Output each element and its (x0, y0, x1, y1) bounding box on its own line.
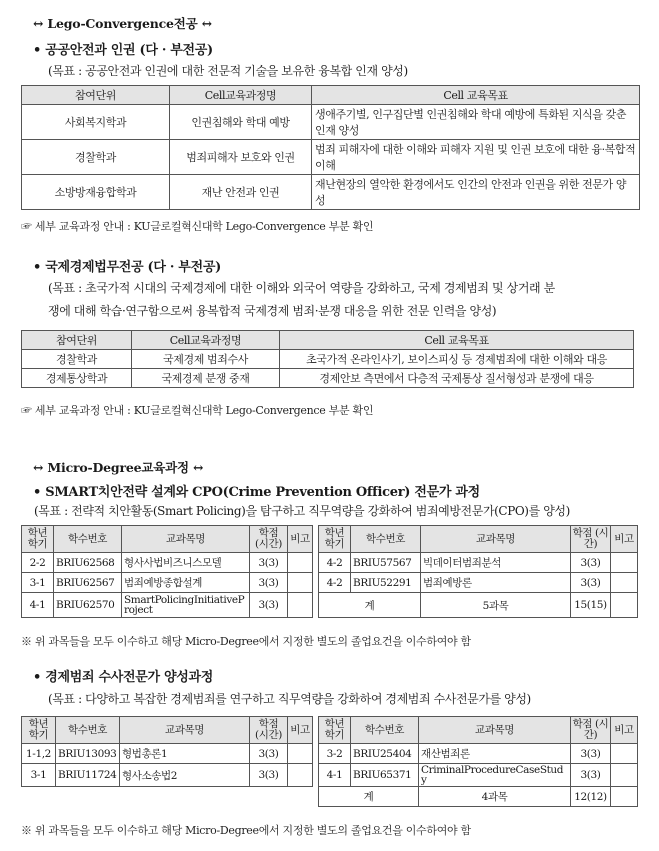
major-title-intl-econ: • 국제경제법무전공 (다 · 부전공) (33, 260, 221, 275)
cell-code: BRIU62570 (54, 593, 122, 618)
micro-table-2-right (318, 716, 638, 807)
col-header-remark: 비고 (288, 526, 313, 553)
cell-remark (288, 764, 313, 787)
cell-unit: 사회복지학과 (22, 105, 170, 140)
cell-remark (288, 593, 313, 618)
major-goal-intl-econ-line1: (목표 : 초국가적 시대의 국제경제에 대한 이해와 외국어 역량을 강화하고, 국제 경제범죄 및 상거래 분 (48, 281, 555, 295)
cell-unit: 소방방재융합학과 (22, 175, 170, 210)
cell-name: CriminalProcedureCaseStudy (419, 764, 571, 787)
table-row (319, 764, 638, 787)
cell-course: 범죄피해자 보호와 인권 (170, 140, 312, 175)
col-header-code: 학수번호 (351, 717, 419, 744)
table-row (22, 573, 313, 593)
cell-term: 4-1 (319, 764, 351, 787)
lego-table-public-safety (21, 85, 640, 210)
cell-course: 재난 안전과 인권 (170, 175, 312, 210)
table-row (22, 369, 634, 388)
micro-table-1-left (21, 525, 313, 618)
cell-goal: 초국가적 온라인사기, 보이스피싱 등 경제범죄에 대한 이해와 대응 (280, 350, 634, 369)
col-header-term: 학년 학기 (319, 526, 351, 553)
cell-credit: 3(3) (250, 764, 288, 787)
col-header-term: 학년 학기 (319, 717, 351, 744)
cell-credit: 3(3) (250, 593, 288, 618)
major-goal-public-safety: (목표 : 공공안전과 인권에 대한 전문적 기술을 보유한 융복합 인재 양성) (48, 64, 408, 78)
cell-unit: 경제통상학과 (22, 369, 132, 388)
table-row (22, 350, 634, 369)
cell-name: 범죄예방종합설계 (122, 573, 250, 593)
cell-credit: 3(3) (571, 764, 611, 787)
cell-name: 형사소송법2 (120, 764, 250, 787)
cell-term: 3-1 (22, 573, 54, 593)
cell-code: BRIU62567 (54, 573, 122, 593)
col-header-name: 교과목명 (419, 717, 571, 744)
col-header-remark: 비고 (611, 717, 638, 744)
col-header-unit: 참여단위 (22, 86, 170, 105)
col-header-name: 교과목명 (120, 717, 250, 744)
cell-total-credit: 12(12) (571, 787, 611, 807)
cell-remark (288, 553, 313, 573)
lego-table-intl-econ (21, 330, 634, 388)
col-header-remark: 비고 (288, 717, 313, 744)
table-row (319, 744, 638, 764)
cell-course: 인권침해와 학대 예방 (170, 105, 312, 140)
table-row (22, 175, 640, 210)
cell-name: 재산범죄론 (419, 744, 571, 764)
cell-course: 국제경제 범죄수사 (132, 350, 280, 369)
cell-remark (288, 573, 313, 593)
cell-goal: 경제안보 측면에서 다층적 국제통상 질서형성과 분쟁에 대응 (280, 369, 634, 388)
cell-term: 1-1,2 (22, 744, 56, 764)
table-row (319, 573, 638, 593)
cell-remark (288, 744, 313, 764)
cell-course: 국제경제 분쟁 중재 (132, 369, 280, 388)
cell-code: BRIU57567 (351, 553, 421, 573)
cell-code: BRIU13093 (56, 744, 120, 764)
cell-unit: 경찰학과 (22, 140, 170, 175)
micro-table-1-right (318, 525, 638, 618)
col-header-code: 학수번호 (56, 717, 120, 744)
micro-table-2-left (21, 716, 313, 787)
cell-term: 2-2 (22, 553, 54, 573)
cell-goal: 생애주기별, 인구집단별 인권침해와 학대 예방에 특화된 지식을 갖춘 인재 양성 (312, 105, 640, 140)
cell-term: 4-2 (319, 573, 351, 593)
col-header-cell-course: Cell교육과정명 (132, 331, 280, 350)
table-row (22, 140, 640, 175)
table-row (22, 593, 313, 618)
cell-term: 3-1 (22, 764, 56, 787)
col-header-cell-goal: Cell 교육목표 (312, 86, 640, 105)
major-goal-intl-econ-line2: 쟁에 대해 학습·연구함으로써 융복합적 국제경제 범죄·분쟁 대응을 위한 전문 인력을 양성) (48, 304, 497, 318)
cell-name: 빅데이터범죄분석 (421, 553, 571, 573)
col-header-term: 학년 학기 (22, 526, 54, 553)
cell-remark (611, 764, 638, 787)
cell-name: 형사사법비즈니스모델 (122, 553, 250, 573)
cell-term: 3-2 (319, 744, 351, 764)
table-row (22, 764, 313, 787)
cell-credit: 3(3) (250, 553, 288, 573)
cell-goal: 재난현장의 열악한 환경에서도 인간의 안전과 인권을 위한 전문가 양성 (312, 175, 640, 210)
table-row (22, 744, 313, 764)
col-header-code: 학수번호 (351, 526, 421, 553)
col-header-credit: 학점 (시간) (571, 717, 611, 744)
major-title-public-safety: • 공공안전과 인권 (다 · 부전공) (33, 43, 213, 58)
cell-name: 형법총론1 (120, 744, 250, 764)
cell-remark (611, 787, 638, 807)
cell-credit: 3(3) (250, 744, 288, 764)
micro-note-2: ※ 위 과목들을 모두 이수하고 해당 Micro-Degree에서 지정한 별도의 졸업요건을 이수하여야 함 (21, 824, 471, 837)
cell-total-credit: 15(15) (571, 593, 611, 618)
cell-term: 4-1 (22, 593, 54, 618)
col-header-remark: 비고 (611, 526, 638, 553)
col-header-cell-goal: Cell 교육목표 (280, 331, 634, 350)
cell-total-count: 5과목 (421, 593, 571, 618)
table-row-total (319, 593, 638, 618)
cell-remark (611, 593, 638, 618)
cell-code: BRIU62568 (54, 553, 122, 573)
col-header-name: 교과목명 (421, 526, 571, 553)
cell-goal: 범죄 피해자에 대한 이해와 피해자 지원 및 인권 보호에 대한 융·복합적 이해 (312, 140, 640, 175)
cell-total-label: 계 (319, 593, 421, 618)
cell-code: BRIU11724 (56, 764, 120, 787)
col-header-credit: 학점 (시간) (250, 717, 288, 744)
cell-code: BRIU65371 (351, 764, 419, 787)
cell-credit: 3(3) (250, 573, 288, 593)
lego-note-1: ☞ 세부 교육과정 안내 : KU글로컬혁신대학 Lego-Convergence 부분 확인 (21, 220, 374, 233)
micro-note-1: ※ 위 과목들을 모두 이수하고 해당 Micro-Degree에서 지정한 별도의 졸업요건을 이수하여야 함 (21, 635, 471, 648)
cell-name: SmartPolicingInitiativeProject (122, 593, 250, 618)
course-title-econ-crime: • 경제범죄 수사전문가 양성과정 (33, 670, 214, 685)
col-header-term: 학년 학기 (22, 717, 56, 744)
cell-credit: 3(3) (571, 573, 611, 593)
lego-heading: ↔ Lego-Convergence전공 ↔ (33, 16, 212, 31)
table-row (319, 553, 638, 573)
col-header-credit: 학점 (시간) (571, 526, 611, 553)
course-title-smart-policing: • SMART치안전략 설계와 CPO(Crime Prevention Officer) 전문가 과정 (33, 485, 480, 500)
table-row-total (319, 787, 638, 807)
col-header-code: 학수번호 (54, 526, 122, 553)
cell-code: BRIU52291 (351, 573, 421, 593)
cell-total-label: 계 (319, 787, 419, 807)
micro-heading: ↔ Micro-Degree교육과정 ↔ (33, 460, 204, 475)
col-header-credit: 학점 (시간) (250, 526, 288, 553)
cell-unit: 경찰학과 (22, 350, 132, 369)
cell-credit: 3(3) (571, 744, 611, 764)
cell-term: 4-2 (319, 553, 351, 573)
col-header-cell-course: Cell교육과정명 (170, 86, 312, 105)
cell-name: 범죄예방론 (421, 573, 571, 593)
cell-remark (611, 573, 638, 593)
cell-code: BRIU25404 (351, 744, 419, 764)
lego-note-2: ☞ 세부 교육과정 안내 : KU글로컬혁신대학 Lego-Convergence 부분 확인 (21, 404, 374, 417)
cell-credit: 3(3) (571, 553, 611, 573)
col-header-name: 교과목명 (122, 526, 250, 553)
table-row (22, 553, 313, 573)
cell-remark (611, 744, 638, 764)
col-header-unit: 참여단위 (22, 331, 132, 350)
table-row (22, 105, 640, 140)
course-goal-smart-policing: (목표 : 전략적 치안활동(Smart Policing)을 탐구하고 직무역량을 강화하여 범죄예방전문가(CPO)를 양성) (34, 504, 570, 518)
course-goal-econ-crime: (목표 : 다양하고 복잡한 경제범죄를 연구하고 직무역량을 강화하여 경제범죄 수사전문가를 양성) (48, 692, 531, 706)
cell-total-count: 4과목 (419, 787, 571, 807)
cell-remark (611, 553, 638, 573)
